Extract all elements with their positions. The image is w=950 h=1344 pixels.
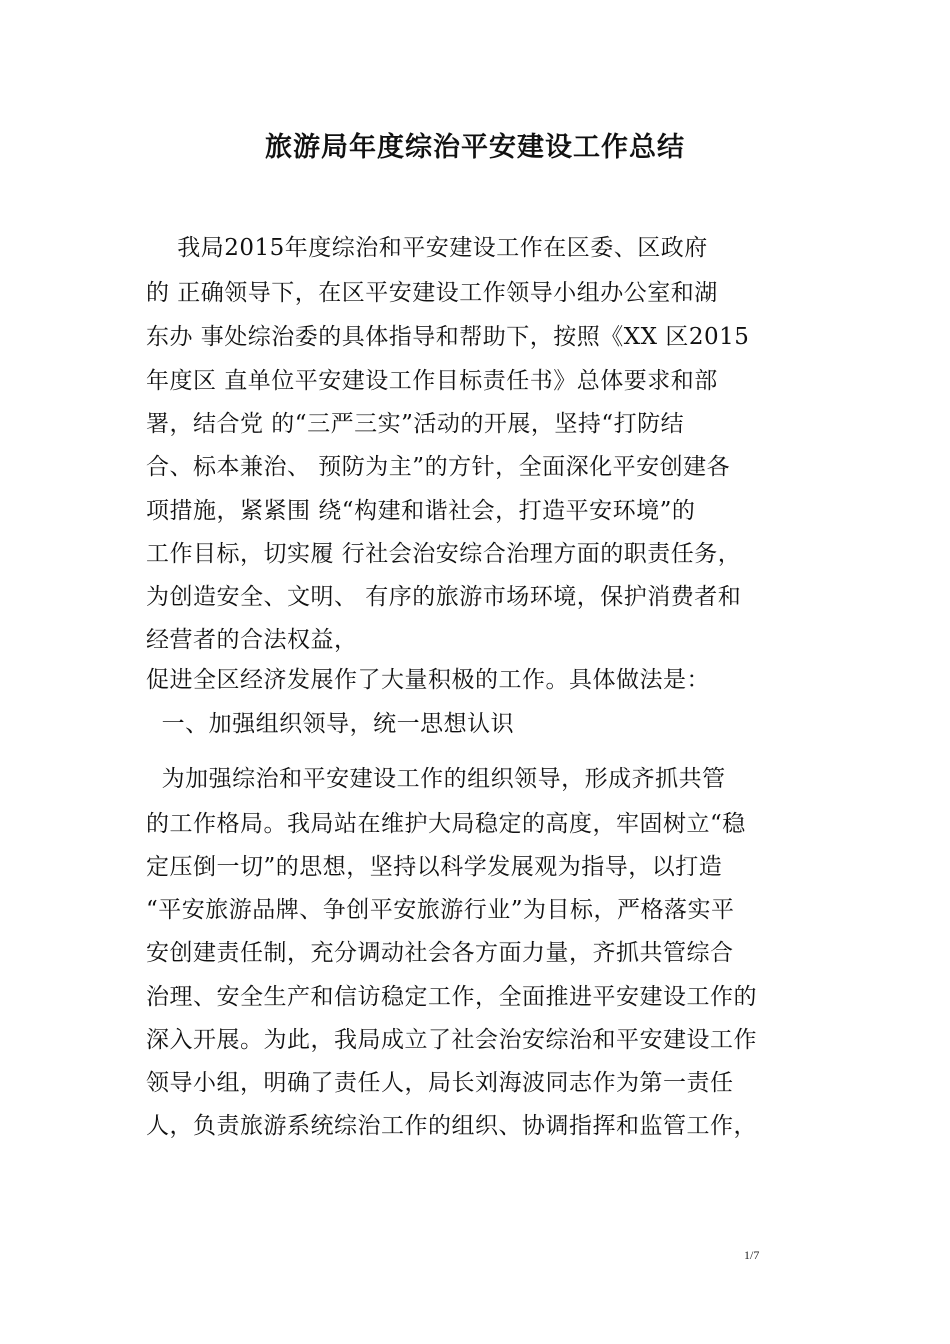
section-heading-1: 一、加强组织领导，统一思想认识 <box>146 711 515 737</box>
body-line-4: 年度区 直单位平安建设工作目标责任书》总体要求和部 <box>146 368 718 394</box>
body-line-18: 深入开展。为此，我局成立了社会治安综治和平安建设工作 <box>146 1027 757 1053</box>
body-line-14: 定压倒一切”的思想，坚持以科学发展观为指导，以打造 <box>146 854 723 880</box>
body-line-12: 为加强综治和平安建设工作的组织领导，形成齐抓共管 <box>146 766 726 792</box>
body-line-8: 工作目标，切实履 行社会治安综合治理方面的职责任务， <box>146 541 742 567</box>
body-line-6: 合、标本兼治、 预防为主”的方针，全面深化平安创建各 <box>146 454 731 480</box>
body-line-9: 为创造安全、文明、 有序的旅游市场环境，保护消费者和 <box>146 584 742 610</box>
body-line-20: 人，负责旅游系统综治工作的组织、协调指挥和监管工作， <box>146 1113 757 1139</box>
body-line-16: 安创建责任制，充分调动社会各方面力量，齐抓共管综合 <box>146 940 734 966</box>
body-line-5: 署，结合党 的“三严三实”活动的开展，坚持“打防结 <box>146 411 685 437</box>
body-line-1: 我局2015年度综治和平安建设工作在区委、区政府 <box>146 235 708 261</box>
body-line-11: 促进全区经济发展作了大量积极的工作。具体做法是： <box>146 667 710 693</box>
page-title: 旅游局年度综治平安建设工作总结 <box>265 132 685 163</box>
body-line-3: 东办 事处综治委的具体指导和帮助下，按照《XX 区2015 <box>146 324 750 350</box>
body-line-13: 的工作格局。我局站在维护大局稳定的高度，牢固树立“稳 <box>146 811 746 837</box>
body-line-10: 经营者的合法权益， <box>146 627 358 653</box>
body-line-15: “平安旅游品牌、争创平安旅游行业”为目标，严格落实平 <box>146 897 735 923</box>
body-line-17: 治理、安全生产和信访稳定工作，全面推进平安建设工作的 <box>146 984 757 1010</box>
body-line-7: 项措施，紧紧围 绕“构建和谐社会，打造平安环境”的 <box>146 498 696 524</box>
body-line-2: 的 正确领导下，在区平安建设工作领导小组办公室和湖 <box>146 280 718 306</box>
body-line-19: 领导小组，明确了责任人，局长刘海波同志作为第一责任 <box>146 1070 734 1096</box>
page-number: 1/7 <box>744 1248 760 1262</box>
